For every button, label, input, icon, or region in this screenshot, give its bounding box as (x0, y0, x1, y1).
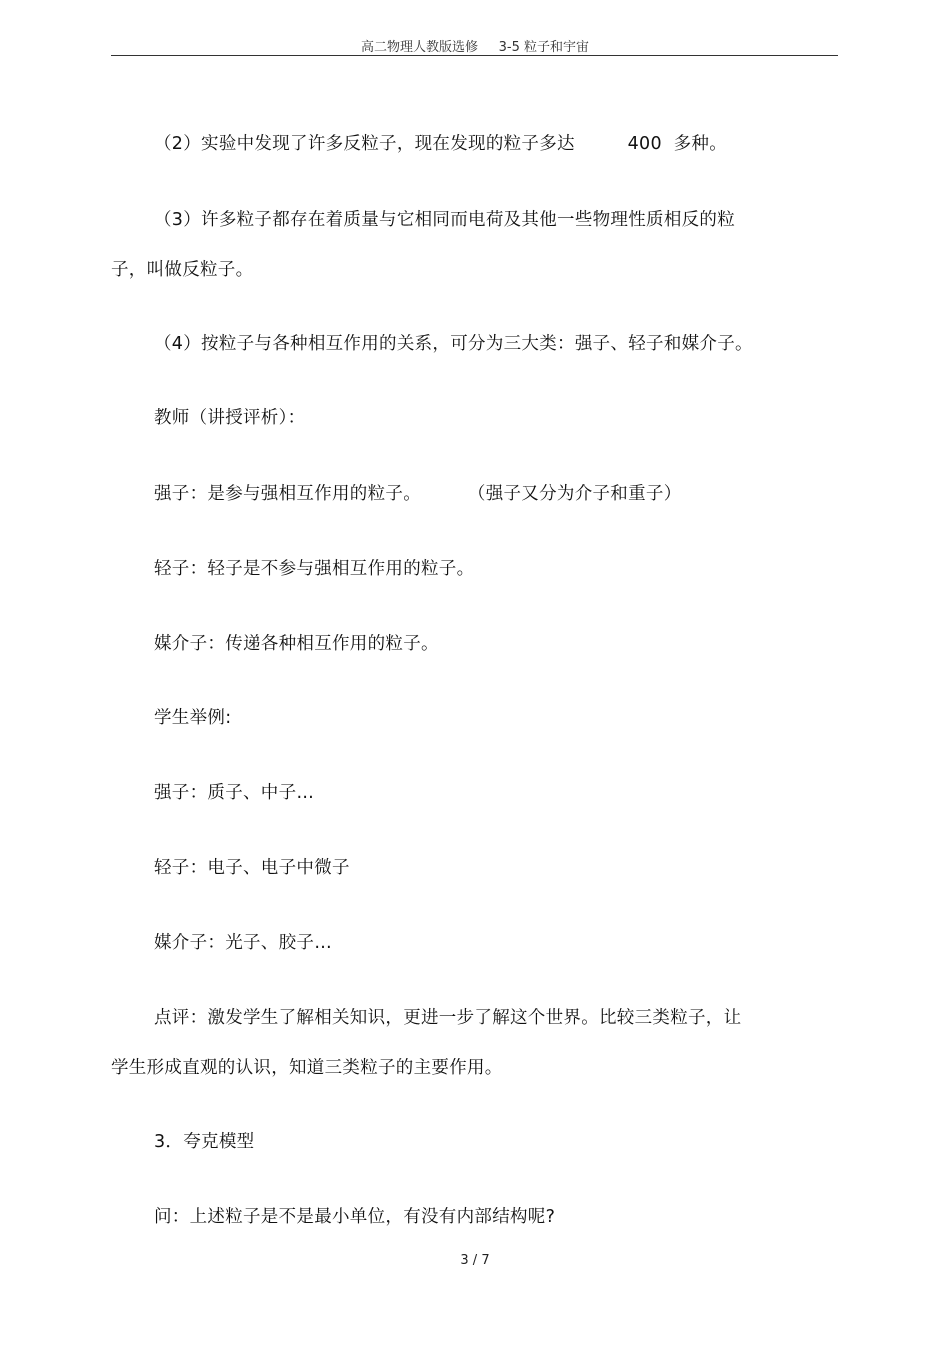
comment-line-2: 学生形成直观的认识，知道三类粒子的主要作用。 (111, 1058, 503, 1078)
paragraph-line-2: （2）实验中发现了许多反粒子，现在发现的粒子多达 400 多种。 (154, 134, 728, 154)
hadron-examples: 强子：质子、中子… (154, 783, 315, 803)
section-heading-quark-model: 3．夸克模型 (154, 1132, 255, 1152)
mediator-examples: 媒介子：光子、胶子… (154, 933, 332, 953)
paragraph-line-4: （4）按粒子与各种相互作用的关系，可分为三大类：强子、轻子和媒介子。 (154, 334, 753, 354)
header-divider (111, 55, 838, 56)
comment-line-1: 点评：激发学生了解相关知识，更进一步了解这个世界。比较三类粒子，让 (154, 1008, 742, 1028)
mediator-definition: 媒介子：传递各种相互作用的粒子。 (154, 634, 439, 654)
question-line: 问：上述粒子是不是最小单位，有没有内部结构呢? (154, 1207, 556, 1227)
teacher-heading: 教师（讲授评析）： (154, 408, 306, 428)
hadron-definition: 强子：是参与强相互作用的粒子。 （强子又分为介子和重子） (154, 484, 682, 504)
page-header: 高二物理人教版选修 3-5 粒子和宇宙 (360, 40, 590, 55)
page-number: 3 / 7 (460, 1253, 490, 1268)
paragraph-line-3a: （3）许多粒子都存在着质量与它相同而电荷及其他一些物理性质相反的粒 (154, 210, 736, 230)
lepton-examples: 轻子：电子、电子中微子 (154, 858, 350, 878)
lepton-definition: 轻子：轻子是不参与强相互作用的粒子。 (154, 559, 475, 579)
student-examples-heading: 学生举例: (154, 708, 232, 728)
paragraph-line-3b: 子，叫做反粒子。 (111, 260, 254, 280)
